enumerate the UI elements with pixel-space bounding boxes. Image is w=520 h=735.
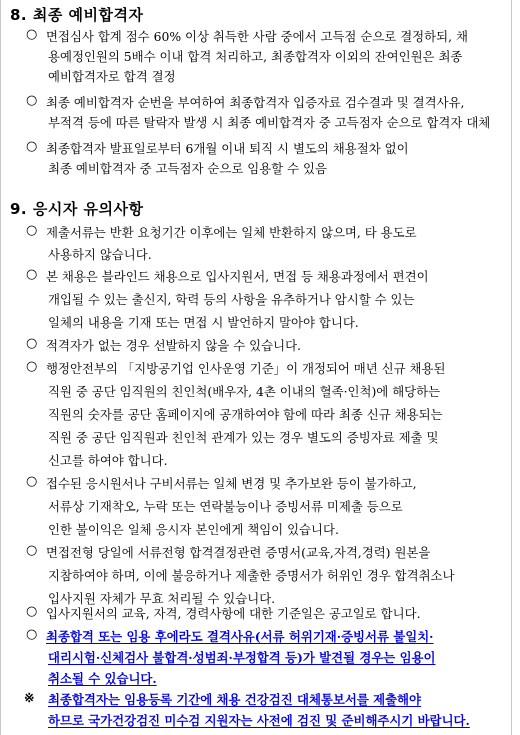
section-8-heading: 8. 최종 예비합격자 xyxy=(10,6,144,24)
circle-bullet-icon: ○ xyxy=(26,93,38,108)
circle-bullet-icon: ○ xyxy=(26,139,38,154)
circle-bullet-icon: ○ xyxy=(26,543,38,558)
circle-bullet-icon: ○ xyxy=(26,604,38,619)
reference-mark-icon: ※ xyxy=(24,690,35,705)
circle-bullet-icon: ○ xyxy=(26,27,38,42)
circle-bullet-icon: ○ xyxy=(26,223,38,238)
page-border-left xyxy=(0,0,1,735)
circle-bullet-icon: ○ xyxy=(26,474,38,489)
circle-bullet-icon: ○ xyxy=(26,336,38,351)
circle-bullet-icon: ○ xyxy=(26,267,38,282)
circle-bullet-icon: ○ xyxy=(26,359,38,374)
section-9-heading: 9. 응시자 유의사항 xyxy=(10,200,144,218)
document-page: 8. 최종 예비합격자 ○ 면접심사 합계 점수 60% 이상 취득한 사람 중에서 고득점 순으로 결정하되, 채 용예정인원의 5배수 이내 합격 처리하고, 최종합격자 이외의 잔여인원은 최종 예비합격자로 합격 결정 ○ 최종 예비합격자 순번을 부여하여 최종합격자 입증자료 검수결과 및 결격사유, 부적격 등에 따른 탈락자 발생 시 최종 예비합격자 중 고득점자 순으로 합격자 대체 ○ 최종합격자 발표일로부터 6개월 이내 퇴직 시 별도의 채용절차 없이 최종 예비합격자 중 고득점자 순으로 임용할 수 있음 9. 응시자 유의사항 ○ 제출서류는 반환 요청기간 이후에는 일체 반환하지 않으며, 타 용도로 사용하지 않습니다. ○ 본 채용은 블라인드 채용으로 입사지원서, 면접 등 채용과정에서 편견이 개입될 수 있는 출신지, 학력 등의 사항을 유추하거나 암시할 수 있는 일체의 내용을 기재 또는 면접 시 발언하지 말아야 합니다. ○ 적격자가 없는 경우 선발하지 않을 수 있습니다. ○ 행정안전부의 「지방공기업 인사운영 기준」이 개정되어 매년 신규 채용된 직원 중 공단 임직원의 친인척(배우자, 4촌 이내의 혈족·인척)에 해당하는 직원의 숫자를 공단 홈페이지에 공개하여야 함에 따라 최종 신규 채용되는 직원 중 공단 임직원과 친인척 관계가 있는 경우 별도의 증빙자료 제출 및 신고를 하여야 합니다. ○ 접수된 응시원서나 구비서류는 일체 변경 및 추가보완 등이 불가하고, 서류상 기재착오, 누락 또는 연락불능이나 증빙서류 미제출 등으로 인한 불이익은 일체 응시자 본인에게 책임이 있습니다. ○ 면접전형 당일에 서류전형 합격결정관련 증명서(교육,자격,경력) 원본을 지참하여야 하며, 이에 불응하거나 제출한 증명서가 허위인 경우 합격취소나 입사지원 자체가 무효 처리될 수 있습니다. ○ 입사지원서의 교육, 자격, 경력사항에 대한 기준일은 공고일로 합니다. ○ 최종합격 또는 임용 후에라도 결격사유(서류 허위기재·증빙서류 불일치· 대리시험·신체검사 불합격·성범죄·부정합격 등)가 발견될 경우는 임용이 취소될 수 있습니다. ※ 최종합격자는 임용등록 기간에 채용 건강검진 대체통보서를 제출해야 하므로 국가건강검진 미수검 지원자는 사전에 검진 및 준비해주시기 바랍니다. xyxy=(0,0,520,735)
page-border-right xyxy=(511,0,512,735)
circle-bullet-icon: ○ xyxy=(26,627,38,642)
